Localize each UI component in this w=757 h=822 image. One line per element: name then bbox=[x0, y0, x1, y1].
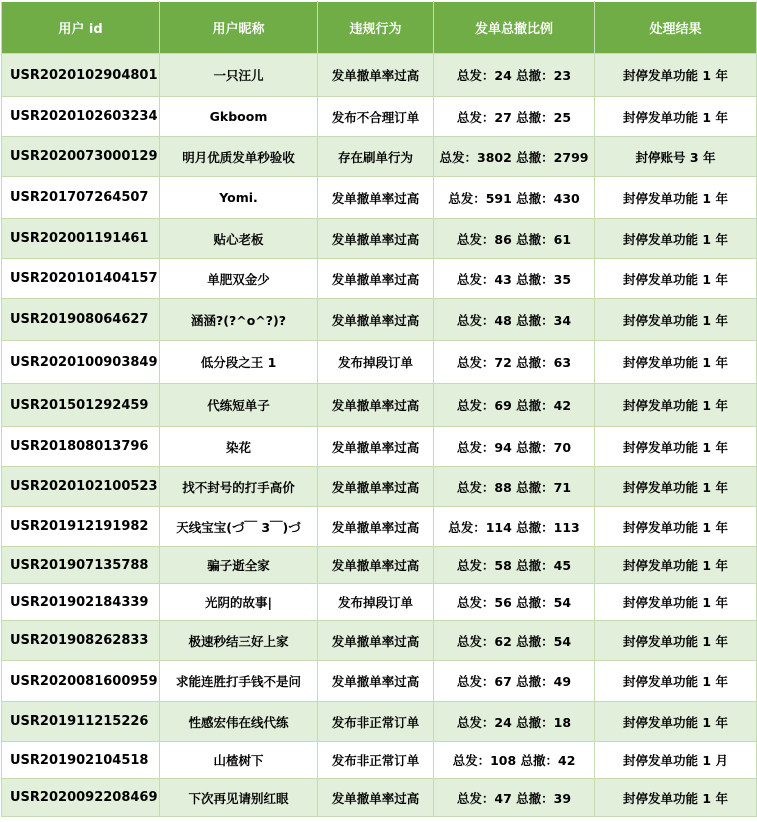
cell-violation: 发单撤单率过高 bbox=[318, 219, 434, 259]
cell-result: 封停发单功能 1 年 bbox=[595, 384, 757, 427]
cell-nickname: 天线宝宝(づ￣ 3￣)づ bbox=[160, 507, 318, 547]
table-row bbox=[2, 341, 757, 384]
header-nickname: 用户昵称 bbox=[160, 2, 318, 54]
cell-violation: 发单撤单率过高 bbox=[318, 547, 434, 584]
cell-order-ratio: 总发：24 总撤：18 bbox=[434, 702, 595, 742]
cell-order-ratio: 总发：591 总撤：430 bbox=[434, 177, 595, 219]
cell-nickname: 一只汪儿 bbox=[160, 54, 318, 97]
cell-result: 封停发单功能 1 年 bbox=[595, 467, 757, 507]
table-row bbox=[2, 779, 757, 817]
cell-violation: 发单撤单率过高 bbox=[318, 384, 434, 427]
cell-nickname: Gkboom bbox=[160, 97, 318, 137]
cell-result: 封停发单功能 1 年 bbox=[595, 177, 757, 219]
cell-result: 封停发单功能 1 年 bbox=[595, 341, 757, 384]
header-order-ratio: 发单总撤比例 bbox=[434, 2, 595, 54]
table-row bbox=[2, 259, 757, 299]
cell-order-ratio: 总发：58 总撤：45 bbox=[434, 547, 595, 584]
table-row bbox=[2, 621, 757, 661]
cell-violation: 发单撤单率过高 bbox=[318, 621, 434, 661]
cell-result: 封停发单功能 1 年 bbox=[595, 219, 757, 259]
table-row bbox=[2, 384, 757, 427]
cell-nickname: 找不封号的打手高价 bbox=[160, 467, 318, 507]
cell-violation: 发布非正常订单 bbox=[318, 742, 434, 779]
cell-order-ratio: 总发：43 总撤：35 bbox=[434, 259, 595, 299]
cell-nickname: 贴心老板 bbox=[160, 219, 318, 259]
cell-user-id: USR2020073000129 bbox=[2, 137, 160, 177]
cell-user-id: USR2020100903849 bbox=[2, 341, 160, 384]
table-row bbox=[2, 299, 757, 341]
cell-order-ratio: 总发：69 总撤：42 bbox=[434, 384, 595, 427]
cell-violation: 发单撤单率过高 bbox=[318, 467, 434, 507]
cell-result: 封停发单功能 1 年 bbox=[595, 547, 757, 584]
cell-violation: 发布掉段订单 bbox=[318, 341, 434, 384]
cell-result: 封停发单功能 1 月 bbox=[595, 742, 757, 779]
cell-violation: 发单撤单率过高 bbox=[318, 779, 434, 817]
header-user-id: 用户 id bbox=[2, 2, 160, 54]
cell-order-ratio: 总发：72 总撤：63 bbox=[434, 341, 595, 384]
table-row bbox=[2, 467, 757, 507]
header-violation: 违规行为 bbox=[318, 2, 434, 54]
header-row bbox=[2, 2, 757, 54]
cell-user-id: USR201907135788 bbox=[2, 547, 160, 584]
table-row bbox=[2, 54, 757, 97]
table-row bbox=[2, 507, 757, 547]
cell-order-ratio: 总发：27 总撤：25 bbox=[434, 97, 595, 137]
cell-violation: 存在刷单行为 bbox=[318, 137, 434, 177]
cell-violation: 发布非正常订单 bbox=[318, 702, 434, 742]
cell-violation: 发布不合理订单 bbox=[318, 97, 434, 137]
table-row bbox=[2, 547, 757, 584]
cell-nickname: 光阴的故事| bbox=[160, 584, 318, 621]
cell-order-ratio: 总发：88 总撤：71 bbox=[434, 467, 595, 507]
cell-nickname: 染花 bbox=[160, 427, 318, 467]
header-result: 处理结果 bbox=[595, 2, 757, 54]
cell-user-id: USR2020102100523 bbox=[2, 467, 160, 507]
table-row bbox=[2, 97, 757, 137]
cell-user-id: USR2020101404157 bbox=[2, 259, 160, 299]
cell-order-ratio: 总发：56 总撤：54 bbox=[434, 584, 595, 621]
cell-user-id: USR2020102904801 bbox=[2, 54, 160, 97]
cell-result: 封停发单功能 1 年 bbox=[595, 584, 757, 621]
cell-order-ratio: 总发：108 总撤：42 bbox=[434, 742, 595, 779]
cell-violation: 发单撤单率过高 bbox=[318, 661, 434, 702]
cell-result: 封停发单功能 1 年 bbox=[595, 702, 757, 742]
cell-user-id: USR201902184339 bbox=[2, 584, 160, 621]
cell-order-ratio: 总发：114 总撤：113 bbox=[434, 507, 595, 547]
table-row bbox=[2, 219, 757, 259]
cell-user-id: USR201911215226 bbox=[2, 702, 160, 742]
cell-violation: 发单撤单率过高 bbox=[318, 177, 434, 219]
table-row bbox=[2, 427, 757, 467]
table-row bbox=[2, 742, 757, 779]
penalty-table bbox=[1, 1, 757, 817]
cell-result: 封停发单功能 1 年 bbox=[595, 259, 757, 299]
cell-nickname: 低分段之王 1 bbox=[160, 341, 318, 384]
cell-nickname: 山楂树下 bbox=[160, 742, 318, 779]
cell-nickname: 下次再见请别红眼 bbox=[160, 779, 318, 817]
table-row bbox=[2, 702, 757, 742]
table-row bbox=[2, 661, 757, 702]
cell-user-id: USR2020102603234 bbox=[2, 97, 160, 137]
cell-user-id: USR2020092208469 bbox=[2, 779, 160, 817]
cell-result: 封停发单功能 1 年 bbox=[595, 621, 757, 661]
cell-order-ratio: 总发：67 总撤：49 bbox=[434, 661, 595, 702]
cell-violation: 发单撤单率过高 bbox=[318, 299, 434, 341]
cell-violation: 发布掉段订单 bbox=[318, 584, 434, 621]
cell-result: 封停发单功能 1 年 bbox=[595, 661, 757, 702]
cell-user-id: USR2020081600959 bbox=[2, 661, 160, 702]
cell-nickname: 求能连胜打手钱不是问 bbox=[160, 661, 318, 702]
cell-order-ratio: 总发：48 总撤：34 bbox=[434, 299, 595, 341]
cell-result: 封停发单功能 1 年 bbox=[595, 779, 757, 817]
cell-result: 封停发单功能 1 年 bbox=[595, 507, 757, 547]
cell-result: 封停发单功能 1 年 bbox=[595, 54, 757, 97]
cell-order-ratio: 总发：3802 总撤：2799 bbox=[434, 137, 595, 177]
cell-violation: 发单撤单率过高 bbox=[318, 259, 434, 299]
cell-result: 封停发单功能 1 年 bbox=[595, 97, 757, 137]
cell-nickname: Yomi. bbox=[160, 177, 318, 219]
cell-user-id: USR201808013796 bbox=[2, 427, 160, 467]
cell-order-ratio: 总发：47 总撤：39 bbox=[434, 779, 595, 817]
cell-nickname: 涵涵?(?^o^?)? bbox=[160, 299, 318, 341]
table-row bbox=[2, 137, 757, 177]
cell-nickname: 性感宏伟在线代练 bbox=[160, 702, 318, 742]
cell-result: 封停发单功能 1 年 bbox=[595, 427, 757, 467]
cell-user-id: USR202001191461 bbox=[2, 219, 160, 259]
cell-result: 封停账号 3 年 bbox=[595, 137, 757, 177]
cell-user-id: USR201501292459 bbox=[2, 384, 160, 427]
cell-result: 封停发单功能 1 年 bbox=[595, 299, 757, 341]
cell-nickname: 代练短单子 bbox=[160, 384, 318, 427]
cell-order-ratio: 总发：94 总撤：70 bbox=[434, 427, 595, 467]
cell-order-ratio: 总发：86 总撤：61 bbox=[434, 219, 595, 259]
cell-nickname: 单肥双金少 bbox=[160, 259, 318, 299]
cell-nickname: 极速秒结三好上家 bbox=[160, 621, 318, 661]
cell-violation: 发单撤单率过高 bbox=[318, 54, 434, 97]
cell-user-id: USR201908064627 bbox=[2, 299, 160, 341]
table-row bbox=[2, 177, 757, 219]
cell-user-id: USR201912191982 bbox=[2, 507, 160, 547]
cell-violation: 发单撤单率过高 bbox=[318, 507, 434, 547]
cell-user-id: USR201902104518 bbox=[2, 742, 160, 779]
cell-violation: 发单撤单率过高 bbox=[318, 427, 434, 467]
table-body bbox=[2, 54, 757, 817]
cell-user-id: USR201908262833 bbox=[2, 621, 160, 661]
cell-order-ratio: 总发：24 总撤：23 bbox=[434, 54, 595, 97]
table-header bbox=[2, 2, 757, 54]
cell-order-ratio: 总发：62 总撤：54 bbox=[434, 621, 595, 661]
table-row bbox=[2, 584, 757, 621]
cell-user-id: USR201707264507 bbox=[2, 177, 160, 219]
cell-nickname: 明月优质发单秒验收 bbox=[160, 137, 318, 177]
cell-nickname: 骗子逝全家 bbox=[160, 547, 318, 584]
